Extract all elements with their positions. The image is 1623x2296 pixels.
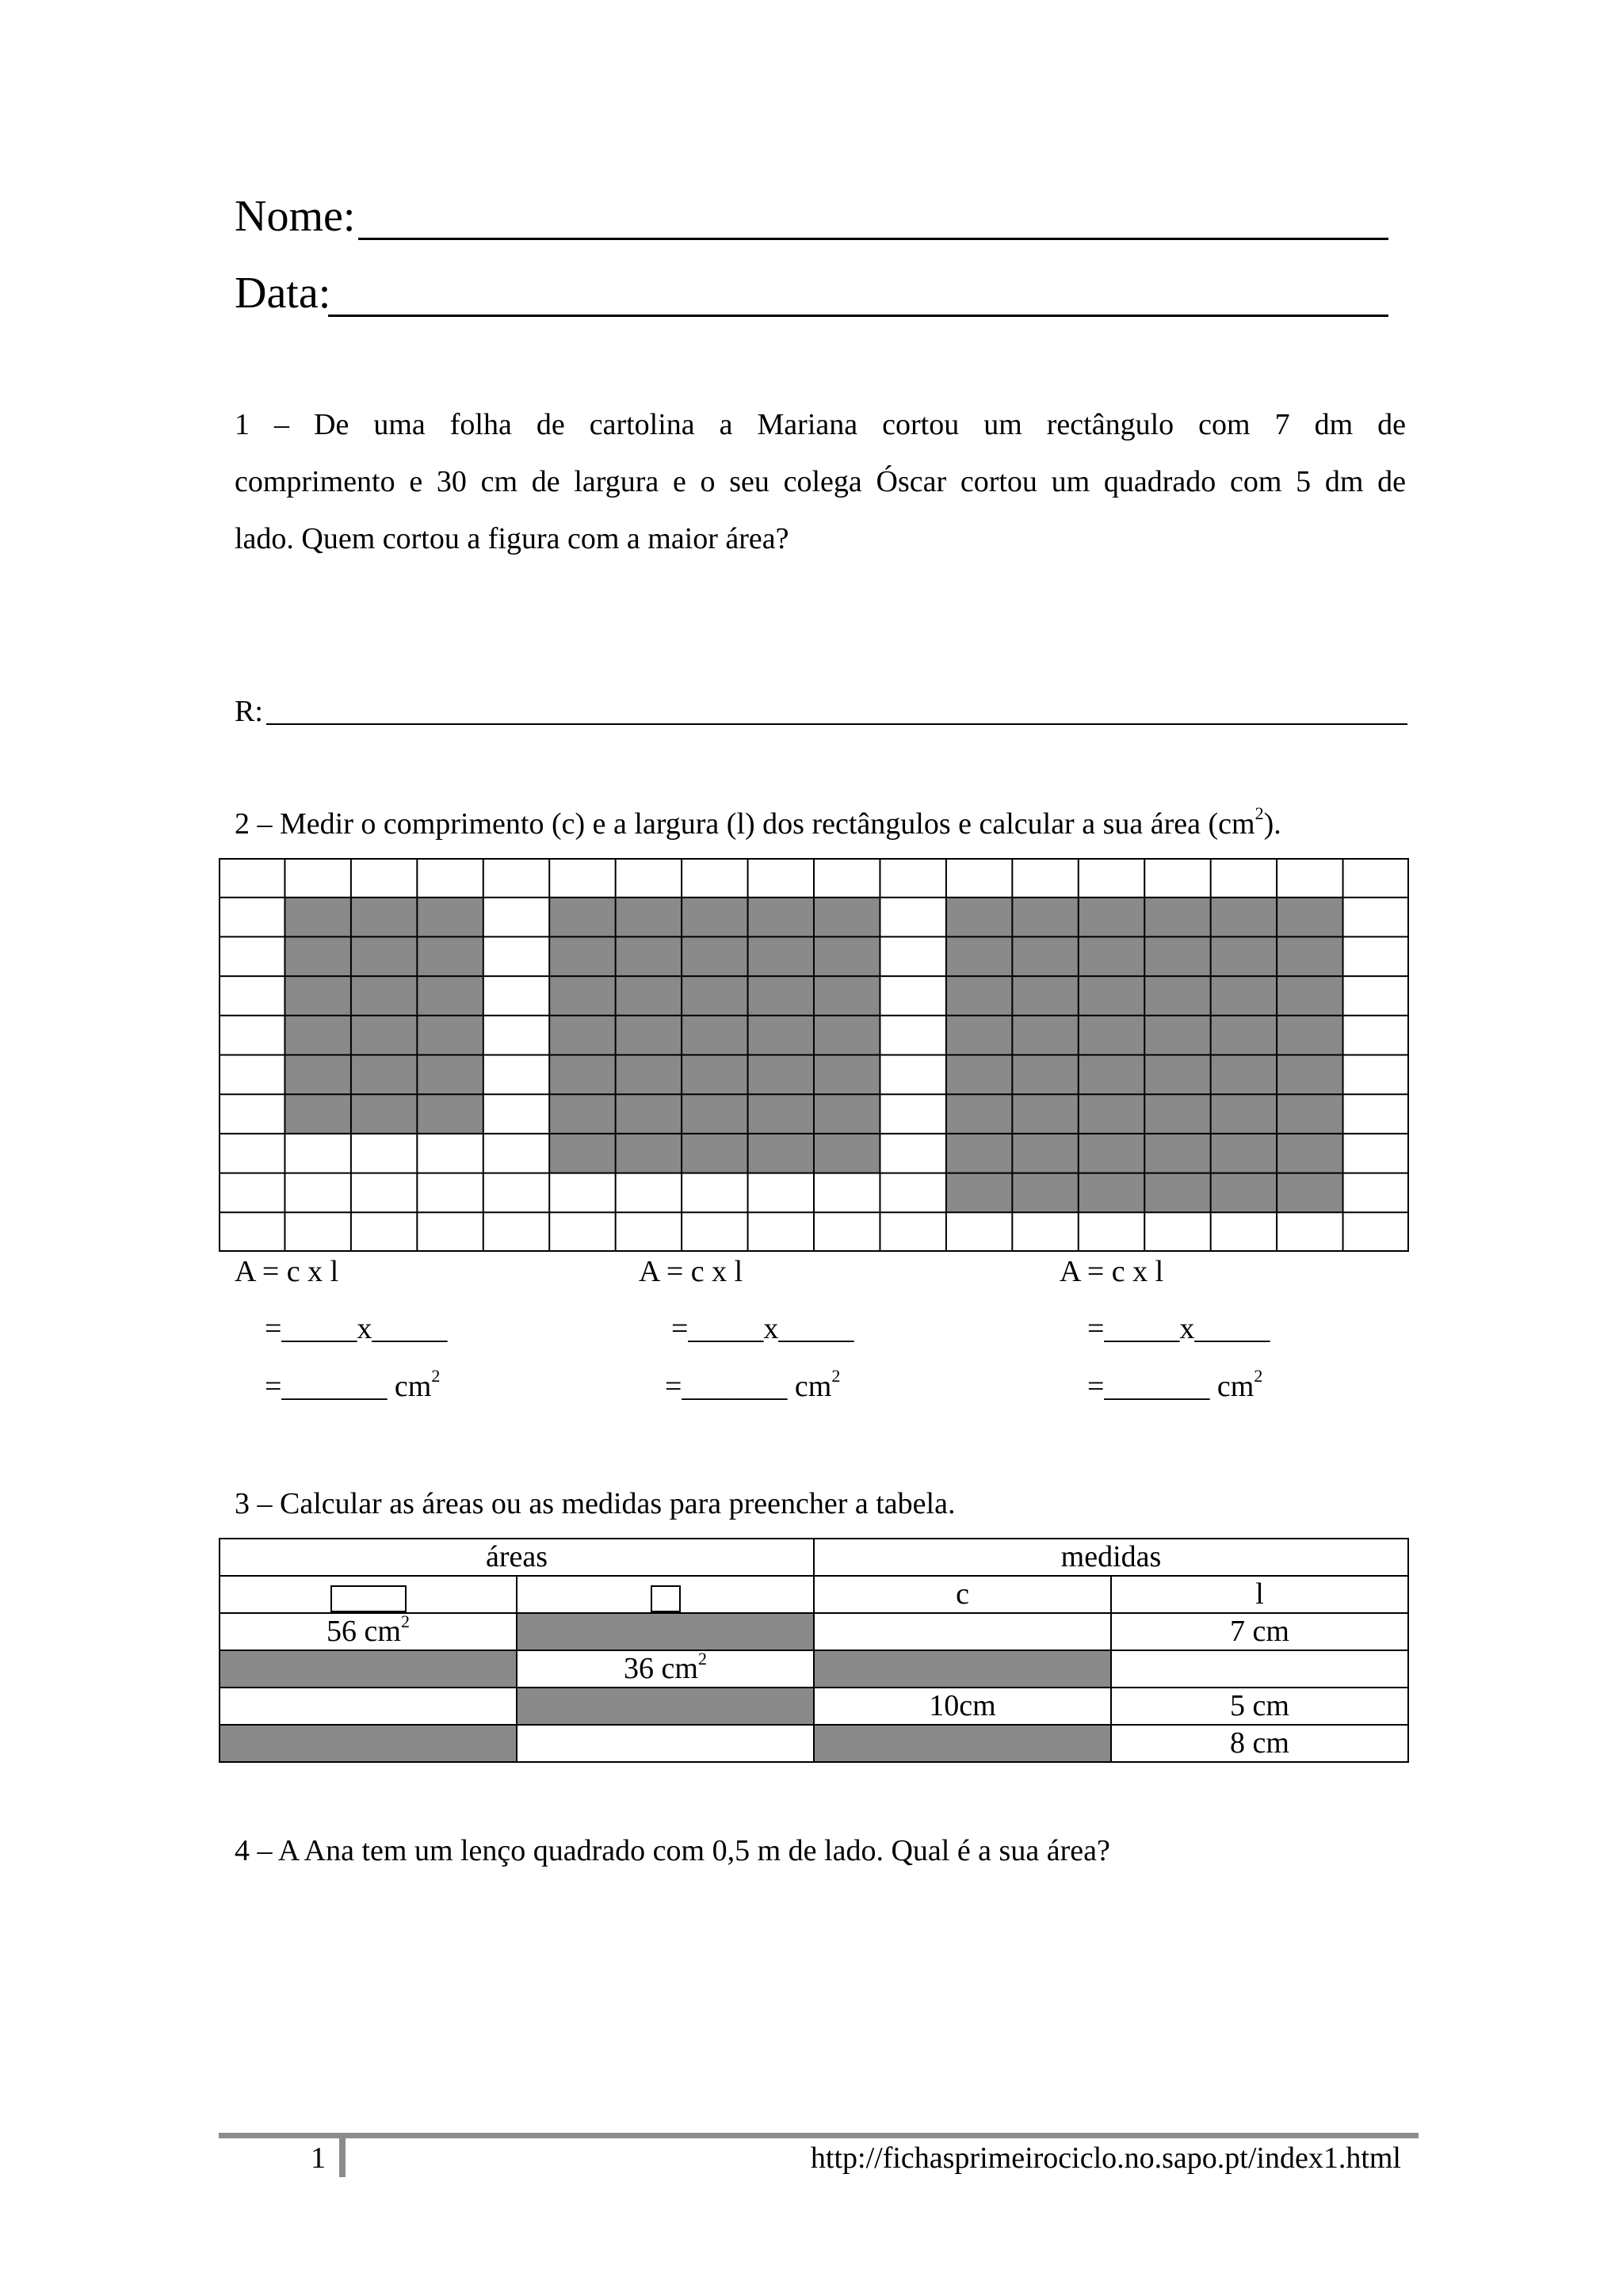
r4-l[interactable]: 8 cm — [1111, 1725, 1408, 1762]
r1-square-area-shaded — [517, 1613, 814, 1650]
q2-text: 2 – Medir o comprimento (c) e a largura (l) dos rectângulos e calcular a sua área (cm — [235, 807, 1255, 841]
r1-rect-area[interactable] — [220, 1613, 517, 1650]
r3-rect-area[interactable] — [220, 1688, 517, 1725]
q1-line-3: lado. Quem cortou a figura com a maior área? — [235, 522, 789, 555]
table-row — [220, 1613, 1408, 1650]
r1-sup: 2 — [400, 1611, 410, 1631]
q1-answer-line[interactable] — [266, 723, 1407, 725]
r2-c-shaded — [814, 1650, 1111, 1688]
r2-rect-area-shaded — [220, 1650, 517, 1688]
formula-3-b: =_____x_____ — [1087, 1312, 1270, 1345]
col-c-header: c — [814, 1576, 1111, 1613]
formula-1-b: =_____x_____ — [265, 1312, 448, 1345]
footer-url[interactable]: http://fichasprimeirociclo.no.sapo.pt/index1.html — [810, 2142, 1401, 2175]
measures-table — [219, 1538, 1409, 1763]
q1-line-1: 1 – De uma folha de cartolina a Mariana cortou um rectângulo com 7 dm de — [235, 408, 1406, 441]
formula-2-c-sup: 2 — [831, 1366, 841, 1386]
date-label: Data: — [235, 269, 331, 318]
r4-square-area[interactable] — [517, 1725, 814, 1762]
formula-2-a: A = c x l — [639, 1255, 743, 1288]
formula-3-c — [1087, 1366, 1263, 1404]
table-row — [220, 1725, 1408, 1762]
r4-c-shaded — [814, 1725, 1111, 1762]
area-grid — [219, 858, 1409, 1252]
r4-rect-area-shaded — [220, 1725, 517, 1762]
r2-l[interactable] — [1111, 1650, 1408, 1688]
formula-2-c — [665, 1366, 841, 1404]
formula-2-b: =_____x_____ — [671, 1312, 854, 1345]
formula-3-c-text: =_______ cm — [1087, 1370, 1254, 1403]
formula-2-c-text: =_______ cm — [665, 1370, 832, 1403]
q2-sup: 2 — [1254, 803, 1264, 824]
page-number: 1 — [311, 2142, 326, 2175]
formula-3-c-sup: 2 — [1254, 1366, 1263, 1386]
formula-1-c — [265, 1366, 441, 1404]
header-areas: áreas — [220, 1539, 814, 1576]
rectangle-icon — [330, 1585, 407, 1612]
r3-l[interactable]: 5 cm — [1111, 1688, 1408, 1725]
r3-c[interactable]: 10cm — [814, 1688, 1111, 1725]
table-header-row — [220, 1539, 1408, 1576]
header-medidas: medidas — [814, 1539, 1408, 1576]
q2-text-end: ). — [1263, 807, 1281, 841]
q3-instruction: 3 – Calcular as áreas ou as medidas para preencher a tabela. — [235, 1487, 956, 1520]
formula-1-a: A = c x l — [235, 1255, 339, 1288]
r1-rect-area-text: 56 cm — [327, 1615, 401, 1649]
square-icon — [651, 1585, 681, 1612]
formula-1-c-sup: 2 — [431, 1366, 441, 1386]
table-row — [220, 1650, 1408, 1688]
r2-square-area[interactable] — [517, 1650, 814, 1688]
q4-instruction: 4 – A Ana tem um lenço quadrado com 0,5 m de lado. Qual é a sua área? — [235, 1834, 1110, 1867]
rect-2-shading — [549, 898, 880, 1173]
table-subheader-row — [220, 1576, 1408, 1613]
col-l-header: l — [1111, 1576, 1408, 1613]
formula-3-a: A = c x l — [1060, 1255, 1164, 1288]
date-fill-line[interactable] — [328, 315, 1388, 317]
formula-1-c-text: =_______ cm — [265, 1370, 432, 1403]
name-label: Nome: — [235, 192, 356, 241]
r2-sup: 2 — [697, 1648, 707, 1669]
r3-square-area-shaded — [517, 1688, 814, 1725]
footer-divider — [219, 2133, 1419, 2138]
r1-c[interactable] — [814, 1613, 1111, 1650]
rectangle-icon-cell — [220, 1576, 517, 1613]
square-icon-cell — [517, 1576, 814, 1613]
table-row — [220, 1688, 1408, 1725]
r2-square-area-text: 36 cm — [624, 1652, 698, 1686]
q2-instruction — [235, 795, 1281, 852]
name-fill-line[interactable] — [358, 238, 1388, 240]
q1-answer-label: R: — [235, 695, 263, 728]
r1-l[interactable]: 7 cm — [1111, 1613, 1408, 1650]
footer-divider-tick — [339, 2133, 346, 2177]
q1-line-2: comprimento e 30 cm de largura e o seu colega Óscar cortou um quadrado com 5 dm de — [235, 465, 1406, 498]
